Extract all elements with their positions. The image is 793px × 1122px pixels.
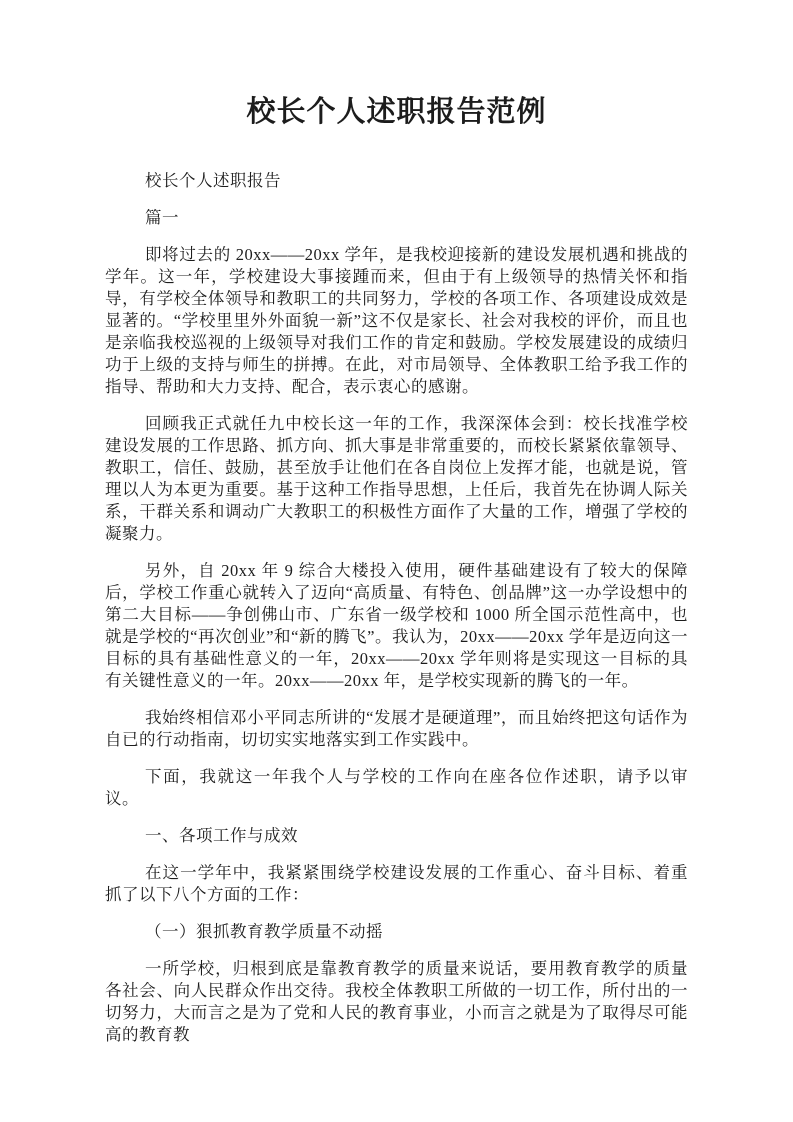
paragraph: 下面，我就这一年我个人与学校的工作向在座各位作述职，请予以审议。: [105, 767, 688, 808]
document-title-text: 校长个人述职报告范例: [246, 96, 547, 128]
document-title: [0, 0, 793, 135]
heading-subsection-1: （一）狠抓教育教学质量不动摇: [145, 922, 383, 941]
document-body: [105, 170, 688, 1046]
paragraph-part-label: 篇一: [145, 208, 179, 227]
paragraph: 回顾我正式就任九中校长这一年的工作，我深深体会到：校长找准学校建设发展的工作思路、抓方向、抓大事是非常重要的，而校长紧紧依靠领导、教职工，信任、鼓励，甚至放手让他们在各自岗位上发挥才能，也就是说，管理以人为本更为重要。基于这种工作指导思想，上任后，我首先在协调人际关系，干群关系和调动广大教职工的积极性方面作了大量的工作，增强了学校的凝聚力。: [105, 414, 688, 543]
paragraph: 另外，自 20xx 年 9 综合大楼投入使用，硬件基础建设有了较大的保障后，学校工作重心就转入了迈向“高质量、有特色、创品牌”这一办学设想中的第二大目标——争创佛山市、广东省一级学校和 1000 所全国示范性高中，也就是学校的“再次创业”和“新的腾飞”。我认为，20xx——20xx 学年是迈向这一目标的具有基础性意义的一年，20xx——20xx 学年则将是实现这一目标的具有关键性意义的一年。20xx——20xx 年，是学校实现新的腾飞的一年。: [105, 561, 688, 690]
paragraph: 在这一学年中，我紧紧围绕学校建设发展的工作重心、奋斗目标、着重抓了以下八个方面的工作：: [105, 863, 688, 904]
paragraph: 我始终相信邓小平同志所讲的“发展才是硬道理”，而且始终把这句话作为自已的行动指南，切切实实地落实到工作实践中。: [105, 708, 688, 749]
heading-section-1: 一、各项工作与成效: [145, 826, 298, 845]
paragraph: 即将过去的 20xx——20xx 学年，是我校迎接新的建设发展机遇和挑战的学年。这一年，学校建设大事接踵而来，但由于有上级领导的热情关怀和指导，有学校全体领导和教职工的共同努力，学校的各项工作、各项建设成效是显著的。“学校里里外外面貌一新”这不仅是家长、社会对我校的评价，而且也是亲临我校巡视的上级领导对我们工作的肯定和鼓励。学校发展建设的成绩归功于上级的支持与师生的拼搏。在此，对市局领导、全体教职工给予我工作的指导、帮助和大力支持、配合，表示衷心的感谢。: [105, 245, 688, 396]
paragraph-report-title: 校长个人述职报告: [145, 171, 281, 190]
paragraph: 一所学校，归根到底是靠教育教学的质量来说话，要用教育教学的质量各社会、向人民群众作出交待。我校全体教职工所做的一切工作，所付出的一切努力，大而言之是为了党和人民的教育事业，小而言之就是为了取得尽可能高的教育教: [105, 959, 688, 1044]
